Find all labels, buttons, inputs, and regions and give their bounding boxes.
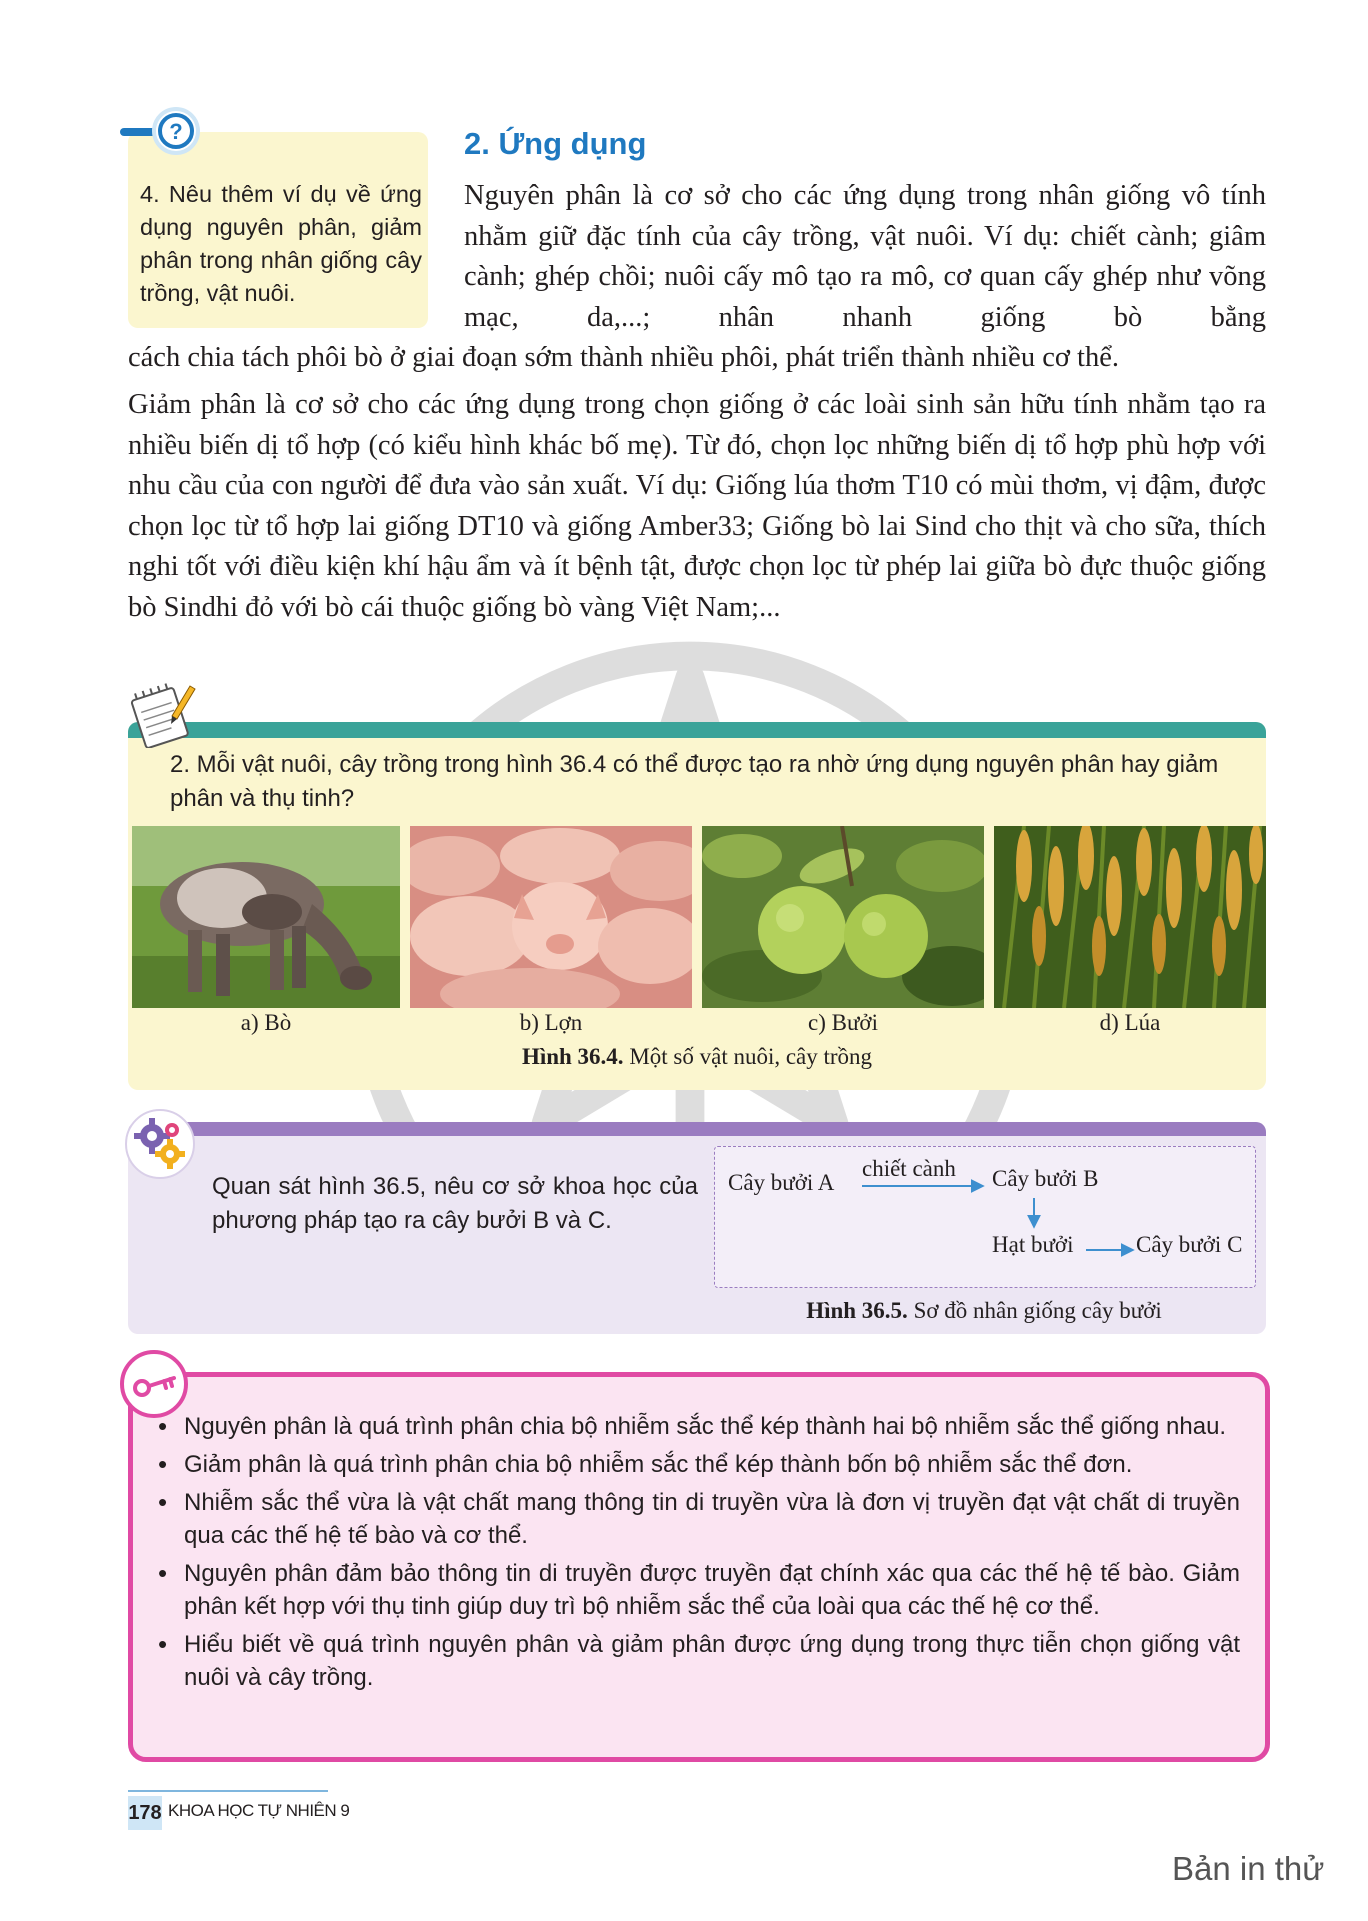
figure-36-5-text: Sơ đồ nhân giống cây bưởi <box>907 1298 1162 1323</box>
page-number: 178 <box>128 1796 162 1830</box>
question-magnifier-icon <box>118 104 200 156</box>
gears-icon <box>124 1108 196 1180</box>
book-name: KHOA HỌC TỰ NHIÊN 9 <box>168 1801 350 1820</box>
caption-cow: a) Bò <box>240 1010 292 1035</box>
diagram-arrows <box>714 1146 1254 1286</box>
caption-rice: d) Lúa <box>1099 1010 1161 1035</box>
node-pomelo-c: Cây bưởi C <box>1136 1232 1243 1257</box>
arrow-label-layering: chiết cành <box>862 1156 956 1181</box>
section-heading: 2. Ứng dụng <box>464 126 647 161</box>
summary-item: • Nguyên phân đảm bảo thông tin di truyền được truyền đạt chính xác qua các thế hệ tế bào. Giảm phân kết hợp với thụ tinh giúp duy trì bộ nhiễm sắc thể của loài qua các thế hệ cơ thể. <box>158 1557 1240 1623</box>
footer-rule <box>128 1790 328 1792</box>
activity-top-bar <box>128 722 1266 738</box>
notepad-pencil-icon <box>128 680 198 748</box>
photo-pomelo <box>702 826 984 1008</box>
node-pomelo-a: Cây bưởi A <box>728 1170 835 1195</box>
summary-item: • Nhiễm sắc thể vừa là vật chất mang thông tin di truyền vừa là đơn vị truyền đạt vật chất di truyền qua các thế hệ tế bào và cơ thể. <box>158 1486 1240 1552</box>
figure-36-4-text: Một số vật nuôi, cây trồng <box>623 1044 873 1069</box>
node-seed: Hạt bưởi <box>992 1232 1074 1257</box>
node-pomelo-b: Cây bưởi B <box>992 1166 1099 1191</box>
paragraph-mitosis-continued: cách chia tách phôi bò ở giai đoạn sớm thành nhiều phôi, phát triển thành nhiều cơ thể. <box>128 342 1119 373</box>
activity-question: 2. Mỗi vật nuôi, cây trồng trong hình 36.4 có thể được tạo ra nhờ ứng dụng nguyên phân hay giảm phân và thụ tinh? <box>170 751 1219 812</box>
photo-pigs <box>410 826 692 1008</box>
paragraph-meiosis: Giảm phân là cơ sở cho các ứng dụng trong chọn giống ở các loài sinh sản hữu tính nhằm tạo ra nhiều biến dị tổ hợp (có kiểu hình khác bố mẹ). Từ đó, chọn lọc những biến dị tổ hợp phù hợp với nhu cầu của con người để đưa vào sản xuất. Ví dụ: Giống lúa thơm T10 có mùi thơm, vị đậm, được chọn lọc từ tổ hợp lai giống DT10 và giống Amber33; Giống bò lai Sind cho thịt và cho sữa, thích nghi tốt với điều kiện khí hậu ẩm và ít bệnh tật, được chọn lọc từ phép lai giữa bò đực thuộc giống bò Sindhi đỏ với bò cái thuộc giống bò vàng Việt Nam;... <box>128 389 1266 623</box>
observe-question: Quan sát hình 36.5, nêu cơ sở khoa học của phương pháp tạo ra cây bưởi B và C. <box>212 1173 698 1234</box>
photo-rice <box>994 826 1266 1008</box>
figure-36-4-label: Hình 36.4. <box>521 1044 624 1069</box>
figure-36-5-label: Hình 36.5. <box>806 1298 908 1323</box>
question-text: 4. Nêu thêm ví dụ về ứng dụng nguyên phân, giảm phân trong nhân giống cây trồng, vật nuôi. <box>140 181 422 306</box>
summary-item: • Giảm phân là quá trình phân chia bộ nhiễm sắc thể kép thành bốn bộ nhiễm sắc thể đơn. <box>158 1448 1240 1481</box>
photo-cow <box>132 826 400 1008</box>
caption-pig: b) Lợn <box>519 1010 583 1035</box>
paragraph-mitosis-intro: Nguyên phân là cơ sở cho các ứng dụng trong nhân giống vô tính nhằm giữ đặc tính của cây trồng, vật nuôi. Ví dụ: chiết cành; giâm cành; ghép chồi; nuôi cấy mô tạo ra mô, cơ quan cấy ghép như võng mạc, da,...; nhân nhanh giống bò bằng <box>464 180 1266 333</box>
caption-pomelo: c) Bưởi <box>808 1010 878 1035</box>
summary-item: • Hiểu biết về quá trình nguyên phân và giảm phân được ứng dụng trong thực tiễn chọn giống vật nuôi và cây trồng. <box>158 1628 1240 1694</box>
figure-36-4-caption <box>128 1044 1266 1070</box>
summary-item: • Nguyên phân là quá trình phân chia bộ nhiễm sắc thể kép thành hai bộ nhiễm sắc thể giống nhau. <box>158 1410 1240 1443</box>
summary-list <box>158 1410 1240 1699</box>
svg-text:?: ? <box>169 119 183 144</box>
observe-top-bar <box>128 1122 1266 1136</box>
draft-label: Bản in thử <box>1172 1850 1325 1887</box>
figure-36-5-caption <box>714 1298 1254 1324</box>
